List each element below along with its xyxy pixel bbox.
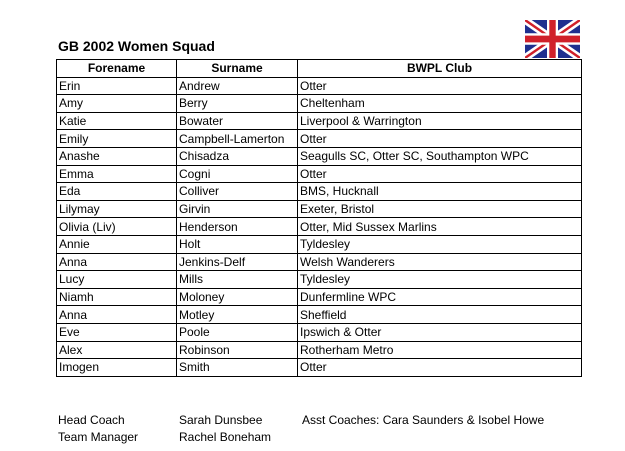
club-cell: Otter: [298, 77, 582, 95]
squad-table: [56, 59, 582, 377]
column-header-club: BWPL Club: [298, 60, 582, 78]
union-jack-flag-icon: [525, 20, 580, 58]
surname-cell: Robinson: [177, 341, 298, 359]
forename-cell: Emily: [57, 130, 177, 148]
club-cell: Cheltenham: [298, 95, 582, 113]
table-row: [57, 218, 582, 236]
table-row: [57, 323, 582, 341]
forename-cell: Anashe: [57, 147, 177, 165]
club-cell: Seagulls SC, Otter SC, Southampton WPC: [298, 147, 582, 165]
forename-cell: Olivia (Liv): [57, 218, 177, 236]
forename-cell: Imogen: [57, 359, 177, 377]
forename-cell: Lucy: [57, 271, 177, 289]
surname-cell: Smith: [177, 359, 298, 377]
forename-cell: Annie: [57, 235, 177, 253]
column-header-surname: Surname: [177, 60, 298, 78]
surname-cell: Campbell-Lamerton: [177, 130, 298, 148]
table-row: [57, 147, 582, 165]
table-row: [57, 130, 582, 148]
surname-cell: Motley: [177, 306, 298, 324]
surname-cell: Girvin: [177, 200, 298, 218]
forename-cell: Amy: [57, 95, 177, 113]
table-row: [57, 235, 582, 253]
surname-cell: Henderson: [177, 218, 298, 236]
forename-cell: Anna: [57, 306, 177, 324]
club-cell: Rotherham Metro: [298, 341, 582, 359]
club-cell: Sheffield: [298, 306, 582, 324]
forename-cell: Erin: [57, 77, 177, 95]
surname-cell: Berry: [177, 95, 298, 113]
club-cell: Liverpool & Warrington: [298, 112, 582, 130]
club-cell: BMS, Hucknall: [298, 183, 582, 201]
club-cell: Otter: [298, 130, 582, 148]
surname-cell: Mills: [177, 271, 298, 289]
table-row: [57, 306, 582, 324]
table-row: [57, 271, 582, 289]
surname-cell: Holt: [177, 235, 298, 253]
table-row: [57, 112, 582, 130]
club-cell: Otter, Mid Sussex Marlins: [298, 218, 582, 236]
table-row: [57, 341, 582, 359]
table-row: [57, 183, 582, 201]
forename-cell: Emma: [57, 165, 177, 183]
club-cell: Welsh Wanderers: [298, 253, 582, 271]
club-cell: Tyldesley: [298, 271, 582, 289]
table-body: [57, 77, 582, 376]
surname-cell: Chisadza: [177, 147, 298, 165]
team-manager-label: Team Manager: [58, 430, 139, 444]
surname-cell: Bowater: [177, 112, 298, 130]
club-cell: Otter: [298, 165, 582, 183]
asst-coaches: Asst Coaches: Cara Saunders & Isobel Howe: [302, 413, 545, 427]
forename-cell: Eda: [57, 183, 177, 201]
club-cell: Ipswich & Otter: [298, 323, 582, 341]
club-cell: Otter: [298, 359, 582, 377]
head-coach-name: Sarah Dunsbee: [179, 413, 263, 427]
forename-cell: Lilymay: [57, 200, 177, 218]
table-row: [57, 253, 582, 271]
page-title: GB 2002 Women Squad: [58, 38, 215, 54]
surname-cell: Jenkins-Delf: [177, 253, 298, 271]
surname-cell: Cogni: [177, 165, 298, 183]
forename-cell: Katie: [57, 112, 177, 130]
club-cell: Tyldesley: [298, 235, 582, 253]
table-row: [57, 95, 582, 113]
team-manager-name: Rachel Boneham: [179, 430, 272, 444]
surname-cell: Andrew: [177, 77, 298, 95]
table-row: [57, 288, 582, 306]
head-coach-label: Head Coach: [58, 413, 125, 427]
club-cell: Exeter, Bristol: [298, 200, 582, 218]
forename-cell: Niamh: [57, 288, 177, 306]
column-header-forename: Forename: [57, 60, 177, 78]
surname-cell: Colliver: [177, 183, 298, 201]
table-row: [57, 77, 582, 95]
forename-cell: Eve: [57, 323, 177, 341]
table-row: [57, 165, 582, 183]
club-cell: Dunfermline WPC: [298, 288, 582, 306]
table-row: [57, 359, 582, 377]
forename-cell: Alex: [57, 341, 177, 359]
surname-cell: Moloney: [177, 288, 298, 306]
table-header-row: [57, 60, 582, 78]
surname-cell: Poole: [177, 323, 298, 341]
forename-cell: Anna: [57, 253, 177, 271]
table-row: [57, 200, 582, 218]
